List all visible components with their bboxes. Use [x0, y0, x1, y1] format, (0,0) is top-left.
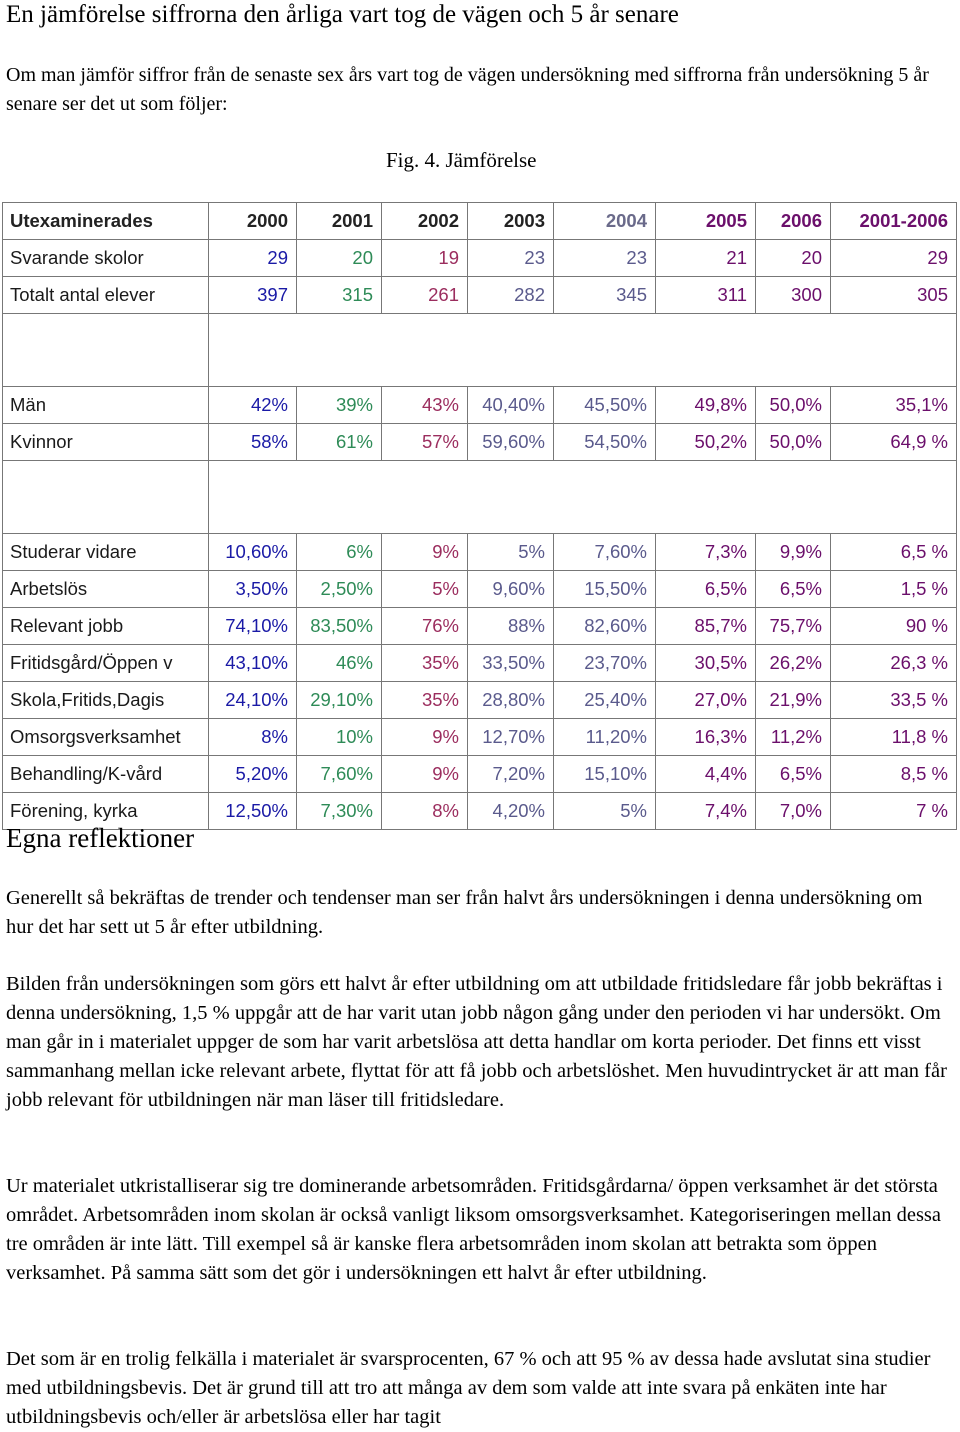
value-cell: 49,8%: [656, 387, 756, 424]
value-cell: 11,8 %: [831, 719, 957, 756]
value-cell: 46%: [297, 645, 382, 682]
year-header-cell: 2002: [382, 203, 468, 240]
figure-caption: Fig. 4. Jämförelse: [386, 148, 537, 172]
value-cell: 305: [831, 277, 957, 314]
table-row: [3, 240, 957, 277]
value-cell: 58%: [209, 424, 297, 461]
row-label-cell: Relevant jobb: [3, 608, 209, 645]
value-cell: 5%: [554, 793, 656, 830]
year-header-cell: 2005: [656, 203, 756, 240]
value-cell: 261: [382, 277, 468, 314]
value-cell: 23: [554, 240, 656, 277]
value-cell: 7,0%: [756, 793, 831, 830]
header-label-cell: Utexaminerades: [3, 203, 209, 240]
value-cell: 50,2%: [656, 424, 756, 461]
value-cell: 88%: [468, 608, 554, 645]
value-cell: 12,70%: [468, 719, 554, 756]
value-cell: 57%: [382, 424, 468, 461]
paragraph: Ur materialet utkristalliserar sig tre dominerande arbetsområden. Fritidsgårdarna/ öppen verksamhet är det största området. Arbetsområden inom skolan är också vanligt liksom omsorgsverksamhet. Kategoriseringen mellan dessa tre områden är inte lätt. Till exempel så är kanske flera arbetsområden inom skolan att betrakta som öppen verksamhet. På samma sätt som det gör i undersökningen ett halvt år efter utbildning.: [6, 1175, 942, 1284]
value-cell: 54,50%: [554, 424, 656, 461]
value-cell: 345: [554, 277, 656, 314]
value-cell: 15,10%: [554, 756, 656, 793]
value-cell: 43,10%: [209, 645, 297, 682]
value-cell: 300: [756, 277, 831, 314]
value-cell: 12,50%: [209, 793, 297, 830]
table-header-row: [3, 203, 957, 240]
value-cell: 26,3 %: [831, 645, 957, 682]
value-cell: 21,9%: [756, 682, 831, 719]
value-cell: 83,50%: [297, 608, 382, 645]
value-cell: 15,50%: [554, 571, 656, 608]
value-cell: 35%: [382, 682, 468, 719]
value-cell: 311: [656, 277, 756, 314]
value-cell: 6,5%: [656, 571, 756, 608]
value-cell: 42%: [209, 387, 297, 424]
value-cell: 59,60%: [468, 424, 554, 461]
value-cell: 3,50%: [209, 571, 297, 608]
value-cell: 8%: [209, 719, 297, 756]
table-row: [3, 719, 957, 756]
value-cell: 82,60%: [554, 608, 656, 645]
value-cell: 25,40%: [554, 682, 656, 719]
value-cell: 9,60%: [468, 571, 554, 608]
value-cell: 4,4%: [656, 756, 756, 793]
value-cell: 9%: [382, 719, 468, 756]
value-cell: 282: [468, 277, 554, 314]
value-cell: 90 %: [831, 608, 957, 645]
row-label-cell: Totalt antal elever: [3, 277, 209, 314]
value-cell: 20: [756, 240, 831, 277]
table-row: [3, 645, 957, 682]
value-cell: 29,10%: [297, 682, 382, 719]
value-cell: 28,80%: [468, 682, 554, 719]
value-cell: 7 %: [831, 793, 957, 830]
spacer-label-cell: [3, 461, 209, 534]
table-spacer-row: [3, 461, 957, 534]
value-cell: 75,7%: [756, 608, 831, 645]
value-cell: 76%: [382, 608, 468, 645]
value-cell: 10%: [297, 719, 382, 756]
year-header-cell: 2004: [554, 203, 656, 240]
value-cell: 4,20%: [468, 793, 554, 830]
table-row: [3, 387, 957, 424]
value-cell: 29: [209, 240, 297, 277]
value-cell: 7,3%: [656, 534, 756, 571]
value-cell: 19: [382, 240, 468, 277]
value-cell: 315: [297, 277, 382, 314]
spacer-cell: [209, 314, 957, 387]
value-cell: 45,50%: [554, 387, 656, 424]
table-row: [3, 534, 957, 571]
year-header-cell: 2006: [756, 203, 831, 240]
value-cell: 6%: [297, 534, 382, 571]
value-cell: 7,60%: [554, 534, 656, 571]
value-cell: 1,5 %: [831, 571, 957, 608]
table-row: [3, 608, 957, 645]
value-cell: 9,9%: [756, 534, 831, 571]
value-cell: 74,10%: [209, 608, 297, 645]
value-cell: 10,60%: [209, 534, 297, 571]
table-row: [3, 571, 957, 608]
value-cell: 8,5 %: [831, 756, 957, 793]
value-cell: 50,0%: [756, 424, 831, 461]
value-cell: 23: [468, 240, 554, 277]
value-cell: 26,2%: [756, 645, 831, 682]
paragraph: Bilden från undersökningen som görs ett halvt år efter utbildning om att utbildade fritidsledare får jobb bekräftas i denna undersökning, 1,5 % uppgår att de har varit utan jobb någon gång under den perioden vi har undersökt. Om man går in i materialet uppger de som har varit arbetslösa att detta handlar om korta perioder. Det finns ett visst sammanhang mellan icke relevant arbete, flyttat för att få jobb och arbetslöshet. Men huvudintrycket är att man får jobb relevant för utbildningen när man läser till fritidsledare.: [6, 973, 947, 1111]
value-cell: 33,5 %: [831, 682, 957, 719]
value-cell: 43%: [382, 387, 468, 424]
value-cell: 39%: [297, 387, 382, 424]
value-cell: 5%: [468, 534, 554, 571]
value-cell: 50,0%: [756, 387, 831, 424]
table-row: [3, 424, 957, 461]
value-cell: 23,70%: [554, 645, 656, 682]
table-spacer-row: [3, 314, 957, 387]
value-cell: 9%: [382, 534, 468, 571]
value-cell: 5,20%: [209, 756, 297, 793]
row-label-cell: Män: [3, 387, 209, 424]
row-label-cell: Förening, kyrka: [3, 793, 209, 830]
table-row: [3, 756, 957, 793]
value-cell: 6,5 %: [831, 534, 957, 571]
value-cell: 5%: [382, 571, 468, 608]
value-cell: 9%: [382, 756, 468, 793]
value-cell: 61%: [297, 424, 382, 461]
table-row: [3, 682, 957, 719]
value-cell: 7,4%: [656, 793, 756, 830]
value-cell: 7,20%: [468, 756, 554, 793]
value-cell: 397: [209, 277, 297, 314]
value-cell: 8%: [382, 793, 468, 830]
intro-paragraph: Om man jämför siffror från de senaste sex års vart tog de vägen undersökning med siffrorna från undersökning 5 år senare ser det ut som följer:: [6, 64, 929, 115]
row-label-cell: Kvinnor: [3, 424, 209, 461]
row-label-cell: Arbetslös: [3, 571, 209, 608]
spacer-label-cell: [3, 314, 209, 387]
value-cell: 30,5%: [656, 645, 756, 682]
year-header-cell: 2001-2006: [831, 203, 957, 240]
value-cell: 35,1%: [831, 387, 957, 424]
row-label-cell: Omsorgsverksamhet: [3, 719, 209, 756]
row-label-cell: Studerar vidare: [3, 534, 209, 571]
comparison-table: [2, 202, 957, 830]
year-header-cell: 2003: [468, 203, 554, 240]
value-cell: 2,50%: [297, 571, 382, 608]
value-cell: 35%: [382, 645, 468, 682]
value-cell: 85,7%: [656, 608, 756, 645]
table-row: [3, 277, 957, 314]
value-cell: 11,2%: [756, 719, 831, 756]
row-label-cell: Fritidsgård/Öppen v: [3, 645, 209, 682]
paragraph: Generellt så bekräftas de trender och tendenser man ser från halvt års undersökningen i denna undersökning om hur det har sett ut 5 år efter utbildning.: [6, 887, 923, 938]
section-title: En jämförelse siffrorna den årliga vart tog de vägen och 5 år senare: [6, 1, 679, 28]
year-header-cell: 2001: [297, 203, 382, 240]
spacer-cell: [209, 461, 957, 534]
value-cell: 33,50%: [468, 645, 554, 682]
value-cell: 20: [297, 240, 382, 277]
value-cell: 24,10%: [209, 682, 297, 719]
row-label-cell: Svarande skolor: [3, 240, 209, 277]
value-cell: 7,60%: [297, 756, 382, 793]
value-cell: 16,3%: [656, 719, 756, 756]
row-label-cell: Skola,Fritids,Dagis: [3, 682, 209, 719]
value-cell: 7,30%: [297, 793, 382, 830]
row-label-cell: Behandling/K-vård: [3, 756, 209, 793]
value-cell: 6,5%: [756, 756, 831, 793]
value-cell: 40,40%: [468, 387, 554, 424]
year-header-cell: 2000: [209, 203, 297, 240]
paragraph: Det som är en trolig felkälla i materialet är svarsprocenten, 67 % och att 95 % av dessa hade avslutat sina studier med utbildningsbevis. Det är grund till att tro att många av dem som valde att inte svara på enkäten inte har utbildningsbevis och/eller är arbetslösa eller har tagit: [6, 1348, 931, 1428]
value-cell: 27,0%: [656, 682, 756, 719]
value-cell: 29: [831, 240, 957, 277]
reflection-heading: Egna reflektioner: [6, 823, 195, 853]
value-cell: 21: [656, 240, 756, 277]
value-cell: 6,5%: [756, 571, 831, 608]
value-cell: 64,9 %: [831, 424, 957, 461]
value-cell: 11,20%: [554, 719, 656, 756]
